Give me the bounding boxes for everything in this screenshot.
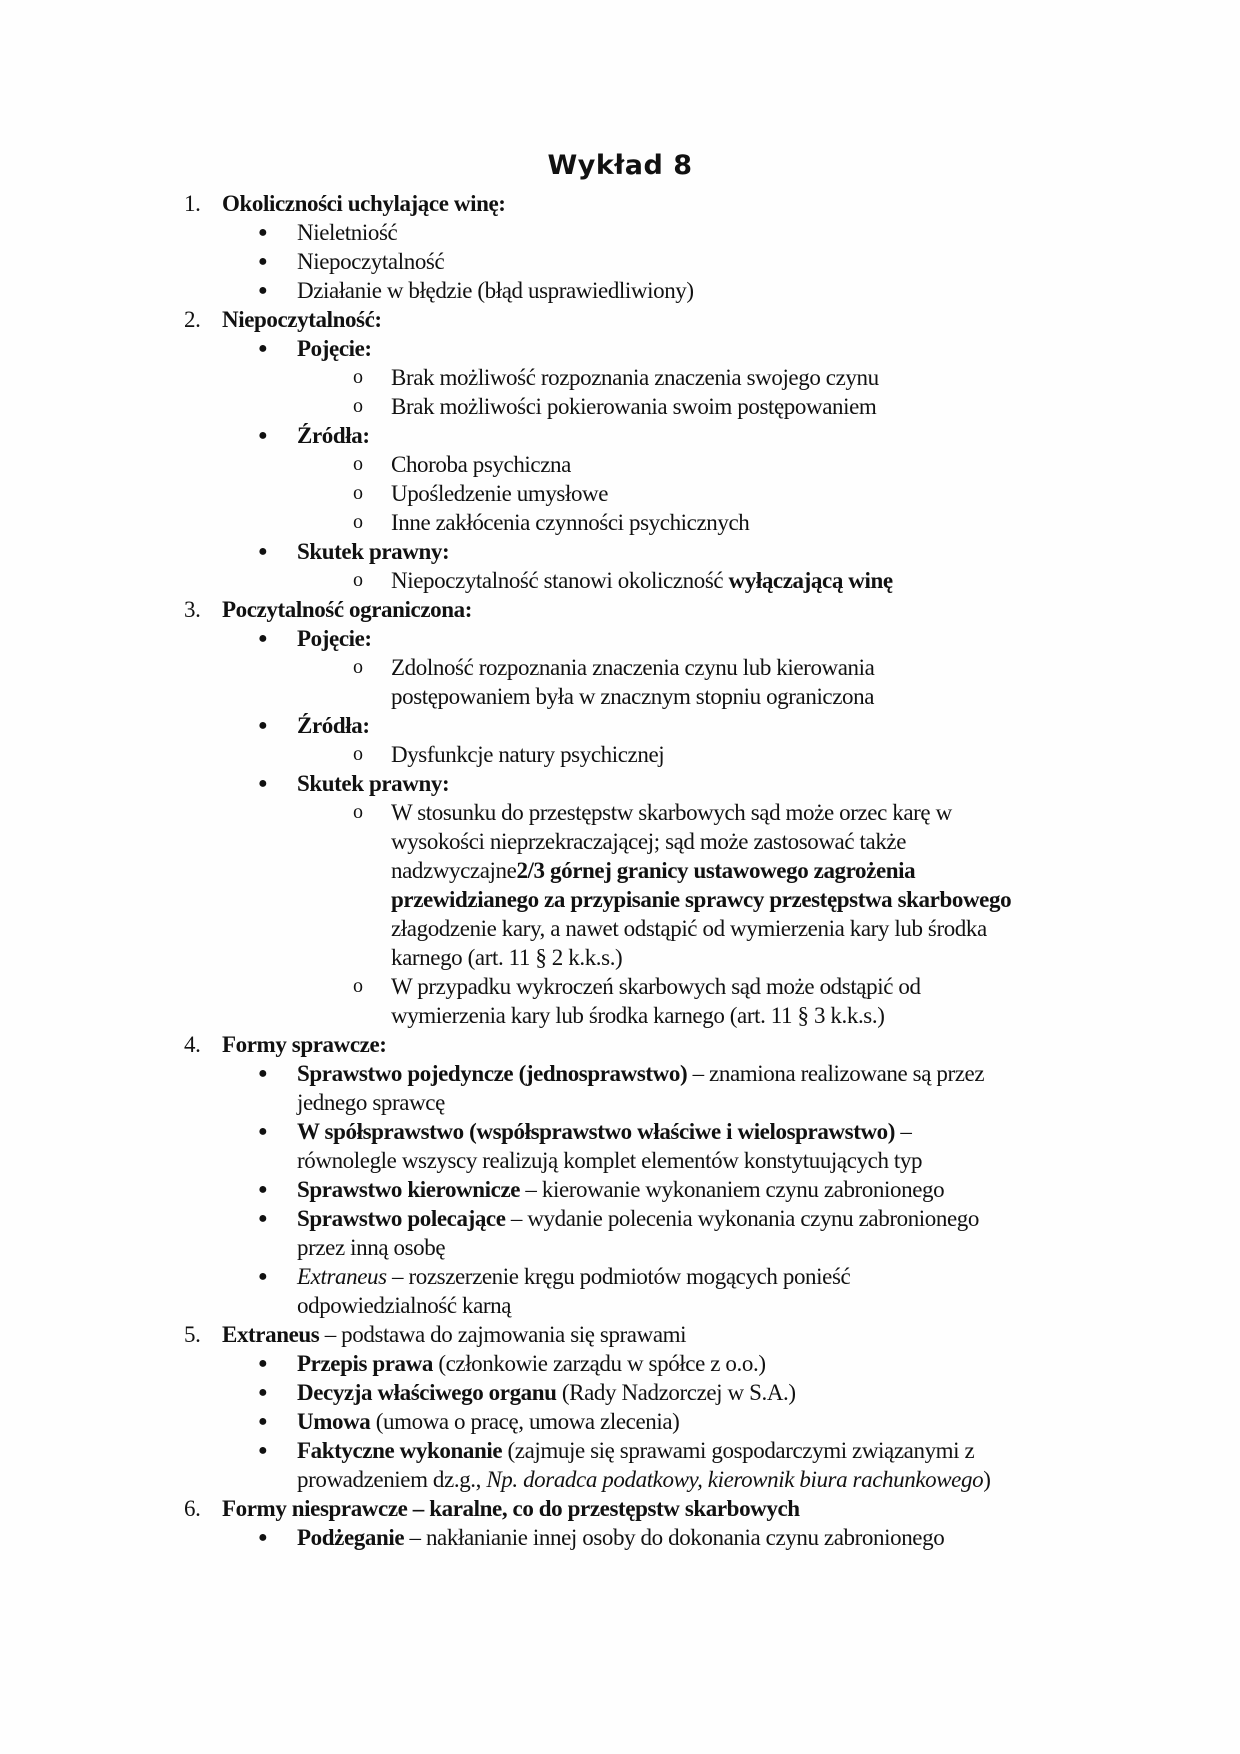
sub-bullet-icon: o (353, 482, 363, 504)
list-number: 3. (184, 597, 201, 622)
bullet-icon: ● (258, 224, 268, 241)
sub-bullet-icon: o (353, 366, 363, 388)
bullet-icon: ● (258, 1065, 268, 1082)
sub-bullet-icon: o (353, 395, 363, 417)
list-number: 1. (184, 191, 201, 216)
bullet-icon: ● (258, 1355, 268, 1372)
bullet-icon: ● (258, 340, 268, 357)
document-page: Wykład 8 1. Okoliczności uchylające winę: ● Nieletniość ● Niepoczytalność ● Działanie w błędzie (błąd usprawiedliwiony) 2. Niepoczytalność: ● Pojęcie: o Brak możliwość rozpoznania znaczenia swojego czynu o Brak możliwości pokierowania swoim postępowaniem ● Źródła: o Choroba psychiczna o Upośledzenie umysłowe o Inne zakłócenia czynności psychicznych ● Skutek prawny: o Niepoczytalność stanowi okoliczność wyłączającą winę 3. Poczytalność ograniczona: ● Pojęcie: o Zdolność rozpoznania znaczenia czynu lub kierowania postępowaniem była w znacznym stopniu ograniczona ● Źródła: o Dysfunkcje natury psychicznej ● Skutek prawny: o W stosunku do przestępstw skarbowych sąd może orzec karę w wysokości nieprzekraczającej; sąd może zastosować także nadzwyczajne2/3 górnej granicy ustawowego zagrożenia przewidzianego za przypisanie sprawcy przestępstwa skarbowego złagodzenie kary, a nawet odstąpić od wymierzenia kary lub środka karnego (art. 11 § 2 k.k.s.) o W przypadku wykroczeń skarbowych sąd może odstąpić od wymierzenia kary lub środka karnego (art. 11 § 3 k.k.s.) 4. Formy sprawcze: ● Sprawstwo pojedyncze (jednosprawstwo) – znamiona realizowane są przez jednego sprawcę ● W spółsprawstwo (współsprawstwo właściwe i wielosprawstwo) – równolegle wszyscy realizują komplet elementów konstytuujących typ ● Sprawstwo kierownicze – kierowanie wykonaniem czynu zabronionego ● Sprawstwo polecające – wydanie polecenia wykonania czynu zabronionego przez inną osobę ● Extraneus – rozszerzenie kręgu podmiotów mogących ponieść odpowiedzialność karną 5. Extraneus – podstawa do zajmowania się sprawami ● Przepis prawa (członkowie zarządu w spółce z o.o.) ● Decyzja właściwego organu (Rady Nadzorczej w S.A.) ● Umowa (umowa o pracę, umowa zlecenia) ● Faktyczne wykonanie (zajmuje się sprawami gospodarczymi związanymi z prowadzeniem dz.g., Np. doradca podatkowy, kierownik biura rachunkowego) 6. Formy niesprawcze – karalne, co do przestępstw skarbowych ● Podżeganie – nakłanianie innej osoby do dokonania czynu zabronionego (0, 0, 1240, 1754)
bullet-icon: ● (258, 1413, 268, 1430)
sub-bullet-icon: o (353, 743, 363, 765)
bullet-icon: ● (258, 1384, 268, 1401)
page-title: Wykład 8 (547, 150, 693, 181)
bullet-icon: ● (258, 282, 268, 299)
bullet-icon: ● (258, 1529, 268, 1546)
bullet-icon: ● (258, 427, 268, 444)
sub-bullet-icon: o (353, 656, 363, 678)
sub-bullet-icon: o (353, 975, 363, 997)
sub-bullet-icon: o (353, 569, 363, 591)
list-number: 4. (184, 1032, 201, 1057)
list-number: 2. (184, 307, 201, 332)
bullet-icon: ● (258, 1123, 268, 1140)
sub-bullet-icon: o (353, 801, 363, 823)
bullet-icon: ● (258, 630, 268, 647)
bullet-icon: ● (258, 253, 268, 270)
bullet-icon: ● (258, 717, 268, 734)
bullet-icon: ● (258, 1210, 268, 1227)
bullet-icon: ● (258, 543, 268, 560)
sub-bullet-icon: o (353, 511, 363, 533)
bullet-icon: ● (258, 775, 268, 792)
list-number: 5. (184, 1322, 201, 1347)
bullet-icon: ● (258, 1442, 268, 1459)
sub-bullet-icon: o (353, 453, 363, 475)
bullet-icon: ● (258, 1268, 268, 1285)
bullet-icon: ● (258, 1181, 268, 1198)
list-number: 6. (184, 1496, 201, 1521)
